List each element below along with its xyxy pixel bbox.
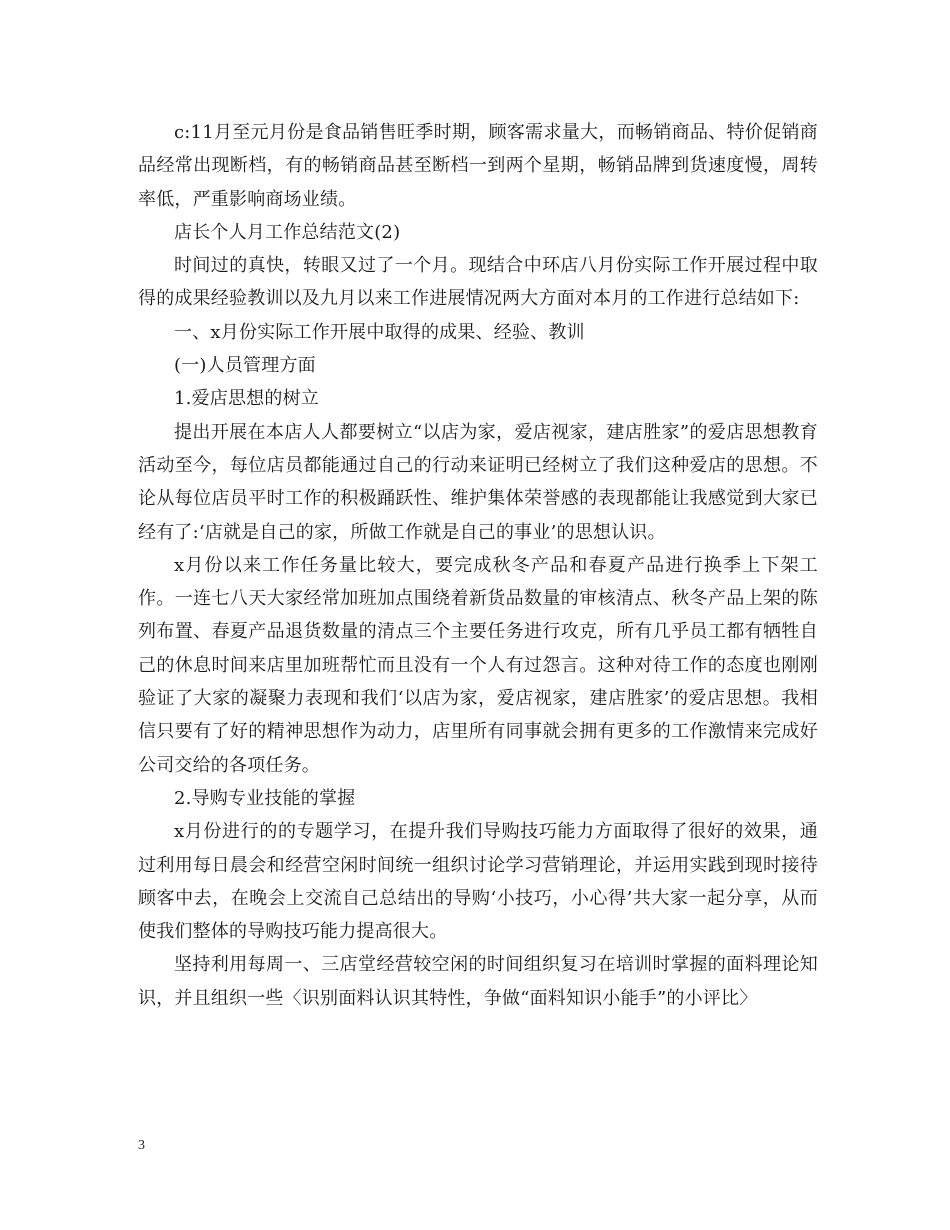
document-body [138,116,818,1015]
paragraph-fabric-knowledge: 坚持利用每周一、三店堂经营较空闲的时间组织复习在培训时掌握的面料理论知识，并且组织一些〈识别面料认识其特性，争做“面料知识小能手”的小评比〉 [138,954,818,1009]
paragraph-sales-skills: x月份进行的的专题学习，在提升我们导购技巧能力方面取得了很好的效果，通过利用每日晨会和经营空闲时间统一组织讨论学习营销理论，并运用实践到现时接待顾客中去，在晚会上交流自己总结出的导购‘小技巧，小心得’共大家一起分享，从而使我们整体的导购技巧能力提高很大。 [138,821,818,943]
heading-level-3-love-store: 1.爱店思想的树立 [174,388,319,410]
heading-level-2: (一)人员管理方面 [174,355,316,377]
section-title: 店长个人月工作总结范文(2) [174,221,401,243]
page-number: 3 [138,1138,145,1153]
paragraph-love-store: 提出开展在本店人人都要树立“以店为家，爱店视家，建店胜家”的爱店思想教育活动至今，每位店员都能通过自己的行动来证明已经树立了我们这种爱店的思想。不论从每位店员平时工作的积极踊跃性、维护集体荣誉感的表现都能让我感觉到大家已经有了:‘店就是自己的家，所做工作就是自己的事业’的思想认识。 [138,421,818,543]
paragraph-season-change: x月份以来工作任务量比较大，要完成秋冬产品和春夏产品进行换季上下架工作。一连七八天大家经常加班加点围绕着新货品数量的审核清点、秋冬产品上架的陈列布置、春夏产品退货数量的清点三个主要任务进行攻克，所有几乎员工都有牺牲自己的休息时间来店里加班帮忙而且没有一个人有过怨言。这种对待工作的态度也刚刚验证了大家的凝聚力表现和我们‘以店为家，爱店视家，建店胜家’的爱店思想。我相信只要有了好的精神思想作为动力，店里所有同事就会拥有更多的工作激情来完成好公司交给的各项任务。 [138,554,818,776]
paragraph-peak-season: c:11月至元月份是食品销售旺季时期，顾客需求量大，而畅销商品、特价促销商品经常出现断档，有的畅销商品甚至断档一到两个星期，畅销品牌到货速度慢，周转率低，严重影响商场业绩。 [138,122,818,210]
heading-level-1: 一、x月份实际工作开展中取得的成果、经验、教训 [174,321,585,343]
heading-level-3-sales-skills: 2.导购专业技能的掌握 [174,787,356,809]
paragraph-intro: 时间过的真快，转眼又过了一个月。现结合中环店八月份实际工作开展过程中取得的成果经验教训以及九月以来工作进展情况两大方面对本月的工作进行总结如下: [138,255,818,310]
